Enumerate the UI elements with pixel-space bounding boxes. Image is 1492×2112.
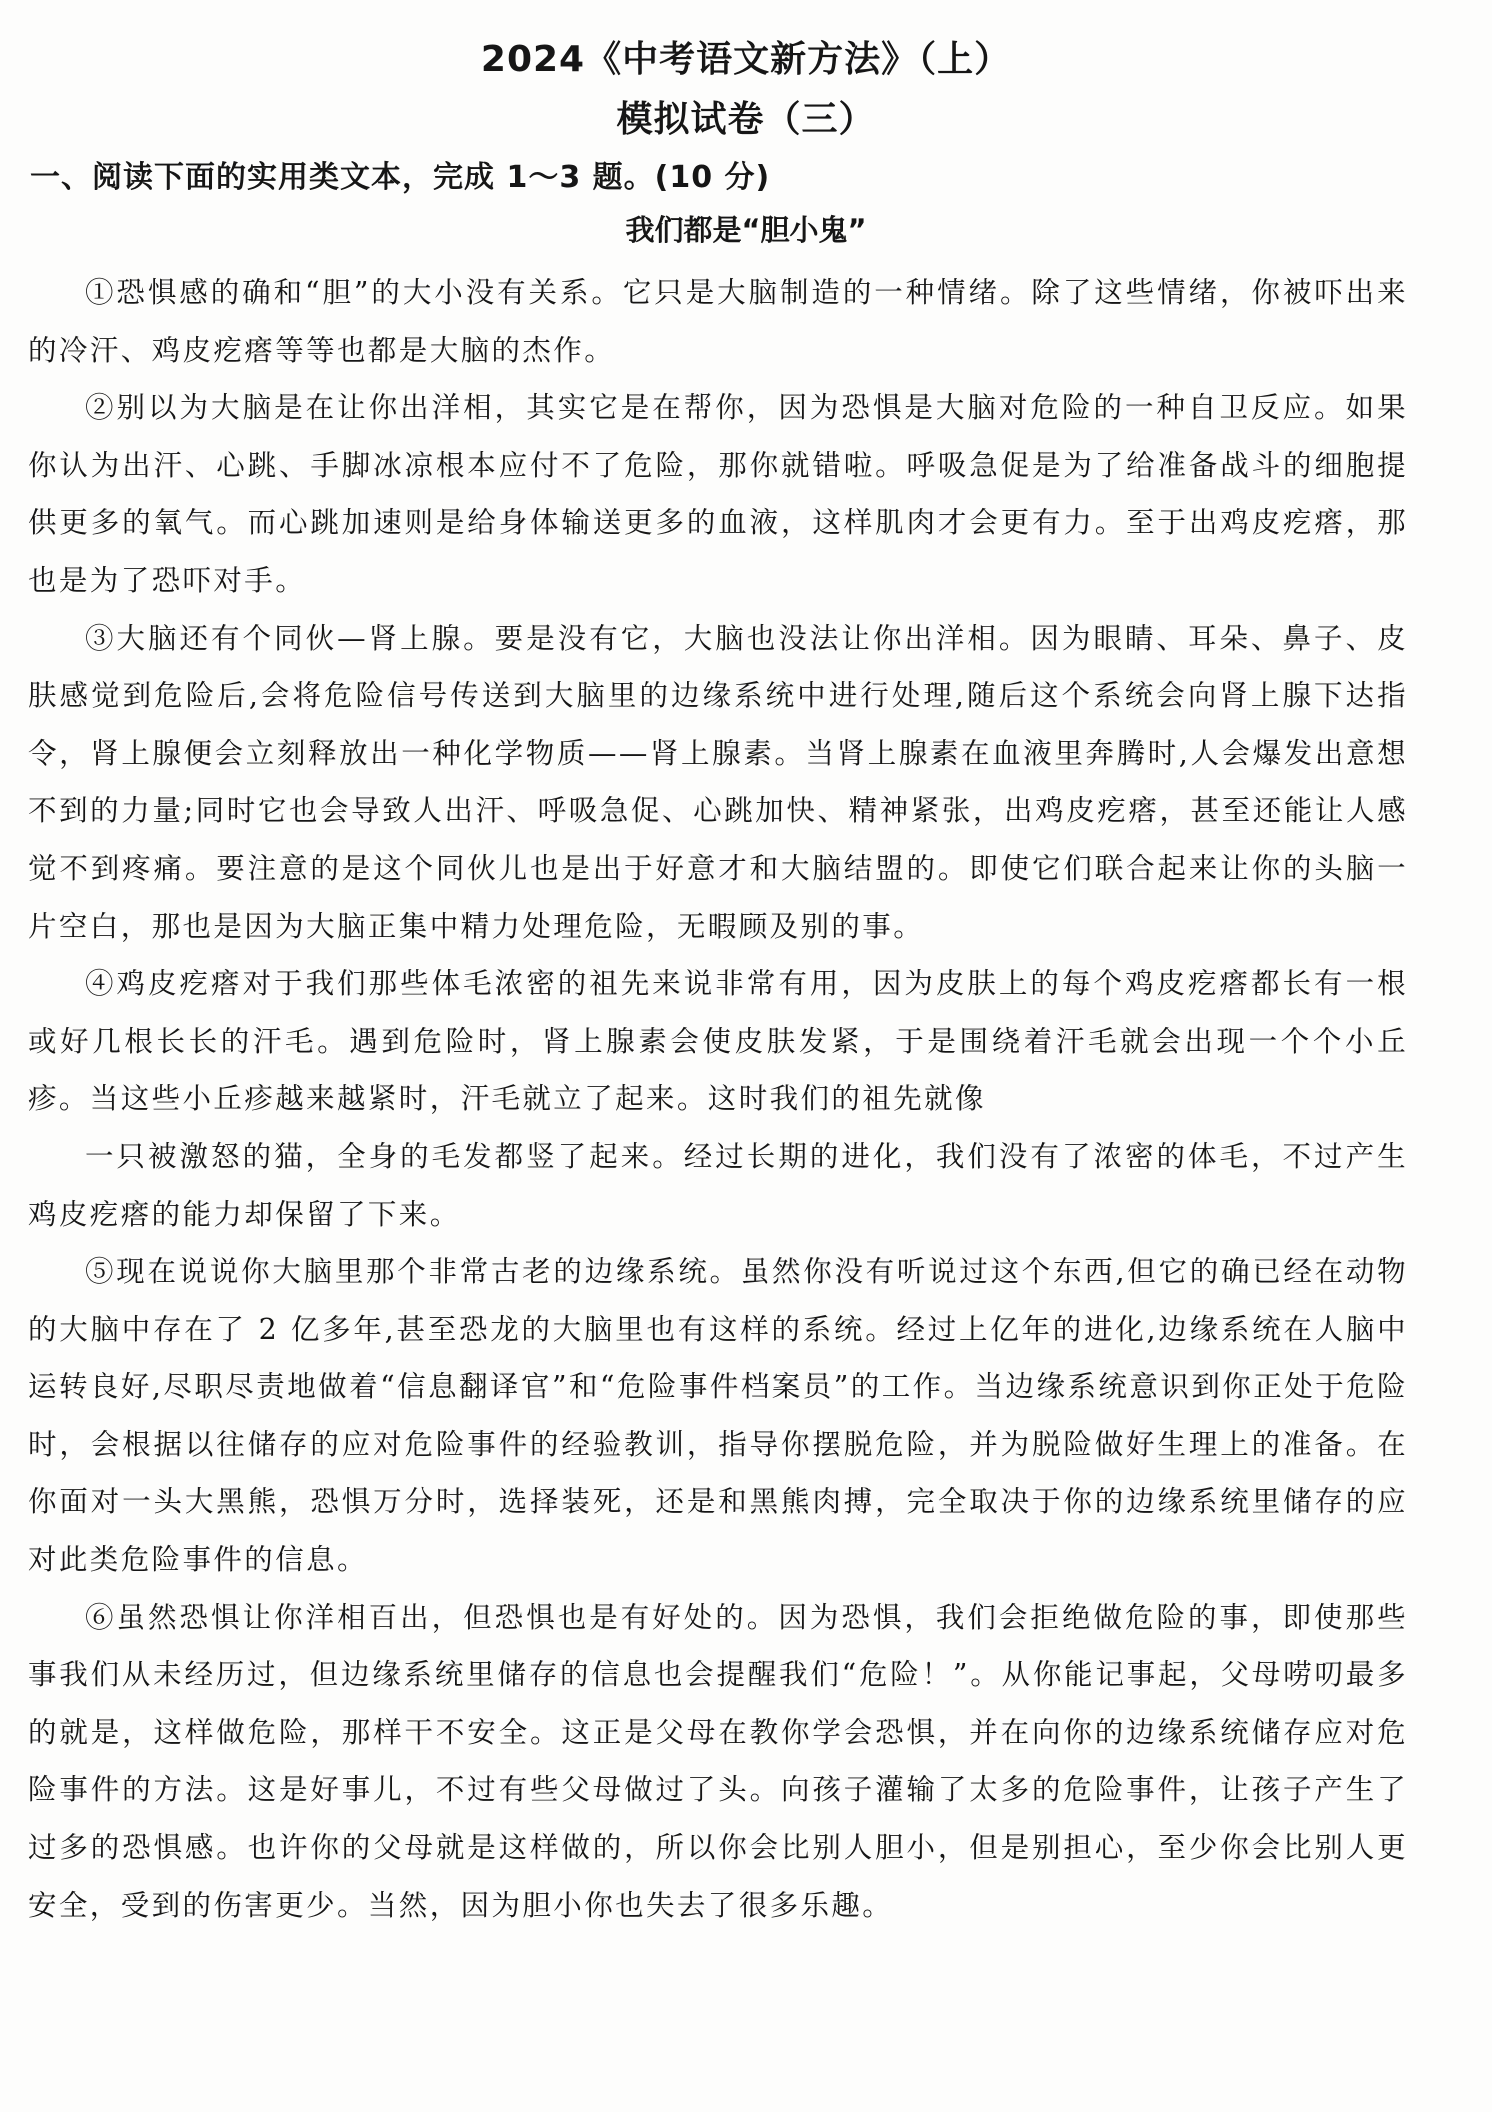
paper-title: 模拟试卷（三） xyxy=(616,99,876,140)
article-body xyxy=(28,264,1408,1934)
paragraph-6: ⑥虽然恐惧让你洋相百出，但恐惧也是有好处的。因为恐惧，我们会拒绝做危险的事，即使那些事我们从未经历过，但边缘系统里储存的信息也会提醒我们“危险！”。从你能记事起，父母唠叨最多的就是，这样做危险，那样干不安全。这正是父母在教你学会恐惧，并在向你的边缘系统储存应对危险事件的方法。这是好事儿，不过有些父母做过了头。向孩子灌输了太多的危险事件，让孩子产生了过多的恐惧感。也许你的父母就是这样做的，所以你会比别人胆小，但是别担心，至少你会比别人更安全，受到的伤害更少。当然，因为胆小你也失去了很多乐趣。 xyxy=(28,1600,1408,1922)
paragraph-1: ①恐惧感的确和“胆”的大小没有关系。它只是大脑制造的一种情绪。除了这些情绪，你被吓出来的冷汗、鸡皮疙瘩等等也都是大脑的杰作。 xyxy=(28,276,1408,367)
section-heading: 一、阅读下面的实用类文本，完成 1～3 题。(10 分) xyxy=(30,160,771,195)
paragraph-4-continued: 一只被激怒的猫，全身的毛发都竖了起来。经过长期的进化，我们没有了浓密的体毛，不过产生鸡皮疙瘩的能力却保留了下来。 xyxy=(28,1139,1408,1231)
paragraph-3: ③大脑还有个同伙—肾上腺。要是没有它，大脑也没法让你出洋相。因为眼睛、耳朵、鼻子、皮肤感觉到危险后,会将危险信号传送到大脑里的边缘系统中进行处理,随后这个系统会向肾上腺下达指令，肾上腺便会立刻释放出一种化学物质——肾上腺素。当肾上腺素在血液里奔腾时,人会爆发出意想不到的力量;同时它也会导致人出汗、呼吸急促、心跳加快、精神紧张，出鸡皮疙瘩，甚至还能让人感觉不到疼痛。要注意的是这个同伙儿也是出于好意才和大脑结盟的。即使它们联合起来让你的头脑一片空白，那也是因为大脑正集中精力处理危险，无暇顾及别的事。 xyxy=(28,621,1408,943)
exam-title: 2024《中考语文新方法》（上） xyxy=(480,39,1012,80)
paragraph-5: ⑤现在说说你大脑里那个非常古老的边缘系统。虽然你没有听说过这个东西,但它的确已经在动物的大脑中存在了 2 亿多年,甚至恐龙的大脑里也有这样的系统。经过上亿年的进化,边缘系统在人脑中运转良好,尽职尽责地做着“信息翻译官”和“危险事件档案员”的工作。当边缘系统意识到你正处于危险时，会根据以往储存的应对危险事件的经验教训，指导你摆脱危险，并为脱险做好生理上的准备。在你面对一头大黑熊，恐惧万分时，选择装死，还是和黑熊肉搏，完全取决于你的边缘系统里储存的应对此类危险事件的信息。 xyxy=(28,1255,1408,1577)
paragraph-4: ④鸡皮疙瘩对于我们那些体毛浓密的祖先来说非常有用，因为皮肤上的每个鸡皮疙瘩都长有一根或好几根长长的汗毛。遇到危险时，肾上腺素会使皮肤发紧，于是围绕着汗毛就会出现一个个小丘疹。当这些小丘疹越来越紧时，汗毛就立了起来。这时我们的祖先就像 xyxy=(28,967,1408,1116)
article-title: 我们都是“胆小鬼” xyxy=(625,213,867,247)
paragraph-2: ②别以为大脑是在让你出洋相，其实它是在帮你，因为恐惧是大脑对危险的一种自卫反应。如果你认为出汗、心跳、手脚冰凉根本应付不了危险，那你就错啦。呼吸急促是为了给准备战斗的细胞提供更多的氧气。而心跳加速则是给身体输送更多的血液，这样肌肉才会更有力。至于出鸡皮疙瘩，那也是为了恐吓对手。 xyxy=(28,391,1408,597)
